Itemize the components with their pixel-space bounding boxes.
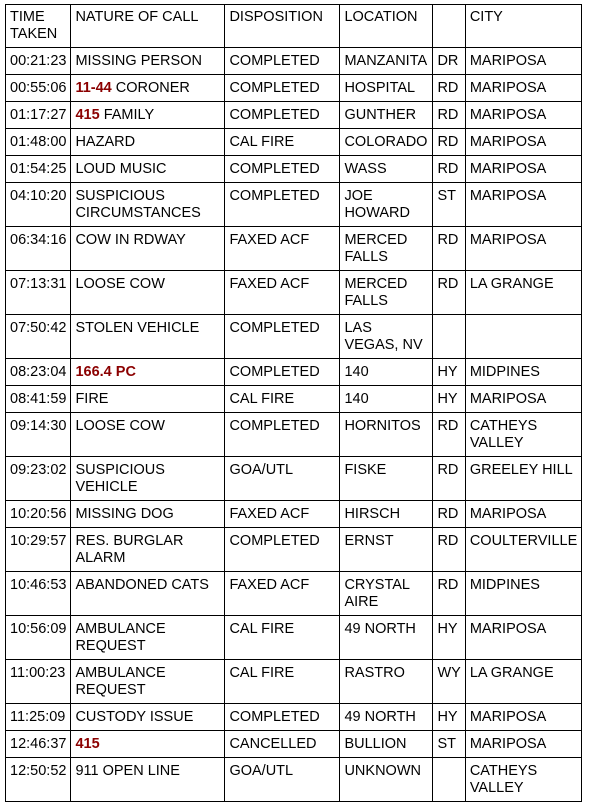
cell-time-taken: 12:50:52: [6, 758, 71, 802]
table-row: [6, 129, 582, 156]
call-nature-text: HAZARD: [75, 134, 136, 150]
cell-time-taken: 10:29:57: [6, 528, 71, 572]
cell-nature-of-call: [71, 758, 225, 802]
table-row: [6, 386, 582, 413]
cell-location: 140: [340, 359, 433, 386]
call-nature-text: SUSPICIOUS CIRCUMSTANCES: [75, 188, 201, 221]
cell-city: MARIPOSA: [465, 501, 581, 528]
table-row: [6, 704, 582, 731]
cell-city: MARIPOSA: [465, 731, 581, 758]
cell-nature-of-call: [71, 271, 225, 315]
cell-disposition: CAL FIRE: [225, 616, 340, 660]
cell-location: 49 NORTH: [340, 704, 433, 731]
cell-street-suffix: [433, 315, 465, 359]
table-row: [6, 616, 582, 660]
table-row: [6, 156, 582, 183]
cell-location: GUNTHER: [340, 102, 433, 129]
cell-disposition: GOA/UTL: [225, 758, 340, 802]
cell-disposition: COMPLETED: [225, 704, 340, 731]
cell-location: MERCED FALLS: [340, 271, 433, 315]
cell-disposition: CANCELLED: [225, 731, 340, 758]
cell-time-taken: 10:20:56: [6, 501, 71, 528]
cell-street-suffix: RD: [433, 413, 465, 457]
call-nature-text: STOLEN VEHICLE: [75, 320, 200, 336]
cell-location: COLORADO: [340, 129, 433, 156]
cell-location: JOE HOWARD: [340, 183, 433, 227]
header-row: [6, 5, 582, 48]
cell-city: MIDPINES: [465, 572, 581, 616]
cell-time-taken: 07:50:42: [6, 315, 71, 359]
cell-city: MARIPOSA: [465, 102, 581, 129]
cell-time-taken: 09:14:30: [6, 413, 71, 457]
cell-disposition: COMPLETED: [225, 315, 340, 359]
cell-city: LA GRANGE: [465, 271, 581, 315]
cell-location: LAS VEGAS, NV: [340, 315, 433, 359]
cell-nature-of-call: [71, 572, 225, 616]
cell-street-suffix: [433, 758, 465, 802]
header-city: CITY: [465, 5, 581, 48]
cell-location: 49 NORTH: [340, 616, 433, 660]
cell-city: CATHEYS VALLEY: [465, 758, 581, 802]
cell-street-suffix: ST: [433, 183, 465, 227]
call-nature-text: LOUD MUSIC: [75, 161, 167, 177]
cell-street-suffix: RD: [433, 528, 465, 572]
cell-time-taken: 10:56:09: [6, 616, 71, 660]
cell-nature-of-call: [71, 501, 225, 528]
table-row: [6, 528, 582, 572]
cell-location: FISKE: [340, 457, 433, 501]
cell-disposition: COMPLETED: [225, 528, 340, 572]
cell-street-suffix: ST: [433, 731, 465, 758]
cell-time-taken: 08:23:04: [6, 359, 71, 386]
table-row: [6, 572, 582, 616]
cell-time-taken: 12:46:37: [6, 731, 71, 758]
cell-city: MARIPOSA: [465, 156, 581, 183]
cell-nature-of-call: [71, 413, 225, 457]
cell-street-suffix: DR: [433, 48, 465, 75]
table-row: [6, 731, 582, 758]
cell-location: BULLION: [340, 731, 433, 758]
table-row: [6, 413, 582, 457]
cell-nature-of-call: [71, 315, 225, 359]
call-nature-text: LOOSE COW: [75, 418, 165, 434]
call-nature-text: ABANDONED CATS: [75, 577, 209, 593]
cell-disposition: CAL FIRE: [225, 386, 340, 413]
cell-time-taken: 06:34:16: [6, 227, 71, 271]
cell-disposition: COMPLETED: [225, 183, 340, 227]
cell-nature-of-call: [71, 156, 225, 183]
cell-location: WASS: [340, 156, 433, 183]
cell-time-taken: 04:10:20: [6, 183, 71, 227]
header-disposition: DISPOSITION: [225, 5, 340, 48]
table-row: [6, 48, 582, 75]
table-row: [6, 457, 582, 501]
cell-disposition: CAL FIRE: [225, 129, 340, 156]
cell-location: RASTRO: [340, 660, 433, 704]
cell-city: MARIPOSA: [465, 386, 581, 413]
cell-nature-of-call: [71, 386, 225, 413]
cell-street-suffix: WY: [433, 660, 465, 704]
header-nature-of-call: NATURE OF CALL: [71, 5, 225, 48]
call-nature-text: FIRE: [75, 391, 109, 407]
cell-city: GREELEY HILL: [465, 457, 581, 501]
cell-nature-of-call: [71, 75, 225, 102]
cell-nature-of-call: [71, 616, 225, 660]
cell-nature-of-call: [71, 359, 225, 386]
header-street-suffix: [433, 5, 465, 48]
cell-nature-of-call: [71, 183, 225, 227]
call-nature-text: AMBULANCE REQUEST: [75, 621, 166, 654]
cell-disposition: CAL FIRE: [225, 660, 340, 704]
call-nature-text: COW IN RDWAY: [75, 232, 186, 248]
call-nature-text: SUSPICIOUS VEHICLE: [75, 462, 165, 495]
cell-street-suffix: HY: [433, 616, 465, 660]
header-location: LOCATION: [340, 5, 433, 48]
table-row: [6, 501, 582, 528]
cell-time-taken: 01:54:25: [6, 156, 71, 183]
call-code: 415: [75, 107, 100, 123]
table-row: [6, 359, 582, 386]
call-nature-text: CUSTODY ISSUE: [75, 709, 194, 725]
cell-location: HORNITOS: [340, 413, 433, 457]
cell-time-taken: 07:13:31: [6, 271, 71, 315]
header-time-taken: TIME TAKEN: [6, 5, 71, 48]
call-code: 166.4 PC: [75, 364, 136, 380]
cell-disposition: FAXED ACF: [225, 572, 340, 616]
cell-disposition: COMPLETED: [225, 359, 340, 386]
call-nature-text: LOOSE COW: [75, 276, 165, 292]
cell-disposition: COMPLETED: [225, 75, 340, 102]
cell-location: UNKNOWN: [340, 758, 433, 802]
cell-location: HIRSCH: [340, 501, 433, 528]
cell-disposition: FAXED ACF: [225, 501, 340, 528]
cell-street-suffix: RD: [433, 102, 465, 129]
cell-disposition: COMPLETED: [225, 413, 340, 457]
cell-nature-of-call: [71, 457, 225, 501]
cell-street-suffix: RD: [433, 129, 465, 156]
cell-nature-of-call: [71, 227, 225, 271]
cell-disposition: FAXED ACF: [225, 271, 340, 315]
cell-nature-of-call: [71, 704, 225, 731]
cell-street-suffix: HY: [433, 359, 465, 386]
call-log-rows: [6, 48, 582, 802]
cell-city: CATHEYS VALLEY: [465, 413, 581, 457]
call-code: 11-44: [75, 80, 112, 96]
call-nature-text: AMBULANCE REQUEST: [75, 665, 166, 698]
cell-city: MIDPINES: [465, 359, 581, 386]
cell-city: MARIPOSA: [465, 616, 581, 660]
cell-city: MARIPOSA: [465, 183, 581, 227]
cell-city: [465, 315, 581, 359]
cell-city: COULTERVILLE: [465, 528, 581, 572]
cell-time-taken: 10:46:53: [6, 572, 71, 616]
cell-disposition: COMPLETED: [225, 156, 340, 183]
cell-street-suffix: RD: [433, 572, 465, 616]
cell-location: MANZANITA: [340, 48, 433, 75]
cell-time-taken: 00:21:23: [6, 48, 71, 75]
table-row: [6, 75, 582, 102]
cell-location: 140: [340, 386, 433, 413]
cell-time-taken: 11:25:09: [6, 704, 71, 731]
cell-location: MERCED FALLS: [340, 227, 433, 271]
table-row: [6, 227, 582, 271]
cell-time-taken: 08:41:59: [6, 386, 71, 413]
cell-nature-of-call: [71, 528, 225, 572]
cell-location: HOSPITAL: [340, 75, 433, 102]
cell-time-taken: 01:17:27: [6, 102, 71, 129]
cell-nature-of-call: [71, 731, 225, 758]
cell-city: MARIPOSA: [465, 48, 581, 75]
cell-street-suffix: RD: [433, 501, 465, 528]
cell-street-suffix: RD: [433, 227, 465, 271]
cell-street-suffix: HY: [433, 386, 465, 413]
call-nature-text: CORONER: [115, 80, 190, 96]
call-code: 415: [75, 736, 100, 752]
cell-disposition: FAXED ACF: [225, 227, 340, 271]
cell-location: CRYSTAL AIRE: [340, 572, 433, 616]
cell-city: MARIPOSA: [465, 129, 581, 156]
call-nature-text: MISSING PERSON: [75, 53, 202, 69]
cell-street-suffix: RD: [433, 156, 465, 183]
cell-disposition: COMPLETED: [225, 48, 340, 75]
cell-time-taken: 11:00:23: [6, 660, 71, 704]
cell-disposition: GOA/UTL: [225, 457, 340, 501]
cell-time-taken: 09:23:02: [6, 457, 71, 501]
cell-time-taken: 00:55:06: [6, 75, 71, 102]
cell-nature-of-call: [71, 48, 225, 75]
call-nature-text: RES. BURGLAR ALARM: [75, 533, 184, 566]
call-nature-text: FAMILY: [103, 107, 155, 123]
cell-city: MARIPOSA: [465, 75, 581, 102]
call-log: [5, 4, 582, 802]
cell-location: ERNST: [340, 528, 433, 572]
cell-time-taken: 01:48:00: [6, 129, 71, 156]
cell-street-suffix: RD: [433, 75, 465, 102]
cell-nature-of-call: [71, 102, 225, 129]
call-nature-text: MISSING DOG: [75, 506, 174, 522]
table-row: [6, 758, 582, 802]
table-row: [6, 315, 582, 359]
cell-nature-of-call: [71, 660, 225, 704]
cell-street-suffix: RD: [433, 457, 465, 501]
table-row: [6, 271, 582, 315]
cell-city: MARIPOSA: [465, 227, 581, 271]
call-nature-text: 911 OPEN LINE: [75, 763, 180, 779]
cell-nature-of-call: [71, 129, 225, 156]
cell-disposition: COMPLETED: [225, 102, 340, 129]
table-row: [6, 102, 582, 129]
cell-street-suffix: HY: [433, 704, 465, 731]
cell-city: MARIPOSA: [465, 704, 581, 731]
call-log-table: [5, 4, 582, 802]
cell-city: LA GRANGE: [465, 660, 581, 704]
table-row: [6, 660, 582, 704]
cell-street-suffix: RD: [433, 271, 465, 315]
table-row: [6, 183, 582, 227]
